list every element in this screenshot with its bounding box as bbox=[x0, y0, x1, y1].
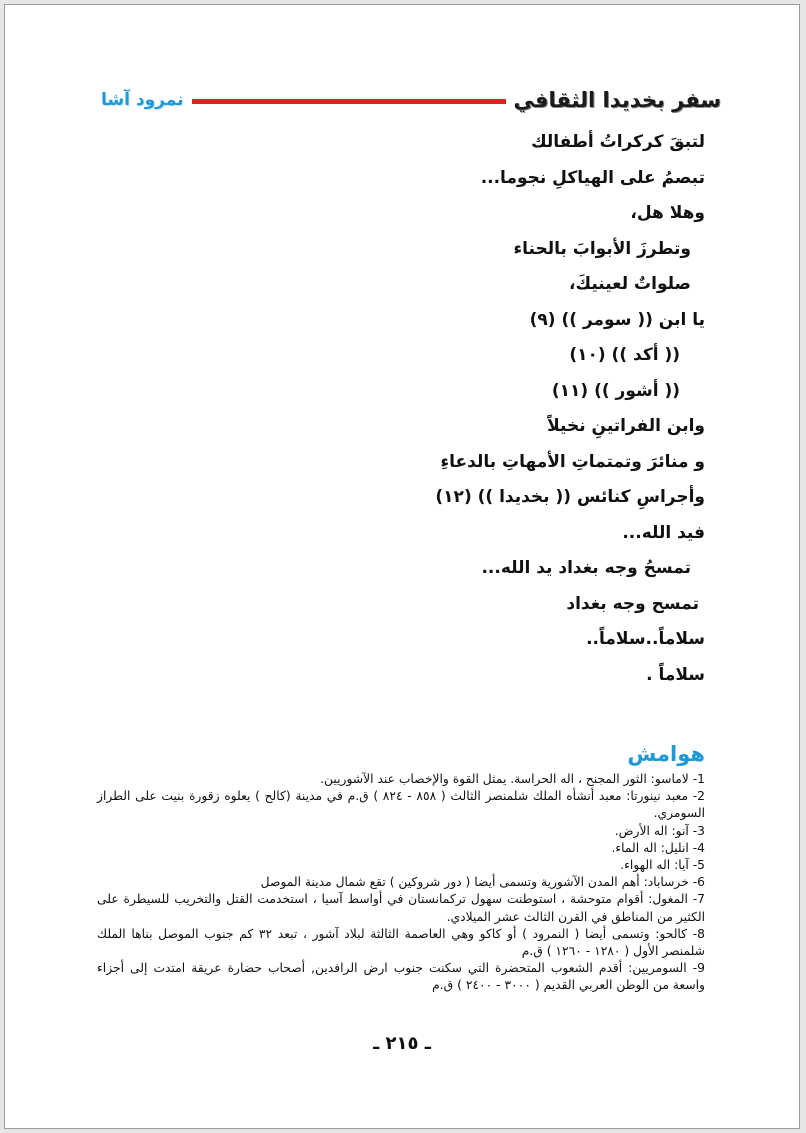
footnote-item: 6- خرساباد: أهم المدن الآشورية وتسمى أيضا ( دور شروكين ) تقع شمال مدينة الموصل bbox=[260, 875, 705, 890]
poem-line: وهلا هل، bbox=[630, 203, 705, 223]
footnote-item: 1- لاماسو: الثور المجنح ، اله الحراسة. يمثل القوة والإخصاب عند الآشوريين. bbox=[320, 772, 705, 786]
footnote-item: 3- آنو: اله الأرض. bbox=[614, 823, 705, 838]
page-number: ـ ٢١٥ ـ bbox=[373, 1033, 431, 1054]
issue-label: نمرود آشا bbox=[101, 85, 192, 115]
poem-line: لتبقَ كركراتُ أطفالك bbox=[531, 132, 705, 152]
magazine-name: سفر بخديدا الثقافي bbox=[506, 85, 721, 115]
poem-line: وتطرزَ الأبوابَ بالحناء bbox=[513, 238, 691, 259]
poem-line: تمسح وجه بغداد bbox=[566, 593, 699, 614]
poem-line: يا ابن (( سومر )) (٩) bbox=[529, 309, 705, 330]
poem-line: و منائرَ وتمتماتِ الأمهاتِ بالدعاءِ bbox=[440, 451, 705, 472]
poem-line: صلواتٌ لعينيكَ، bbox=[569, 274, 691, 294]
footnotes bbox=[97, 771, 705, 995]
poem-line: (( أكد )) (١٠) bbox=[569, 345, 680, 365]
footnote-item: 8- كالحو: وتسمى أيضا ( النمرود ) أو كاكو وهي العاصمة الثالثة لبلاد آشور ، تبعد ٣٢ كم جنوب الموصل بناها الملك شلمنصر الأول ( ١٢٨٠ - ١٢٦٠ ) ق.م bbox=[97, 926, 705, 959]
poem bbox=[105, 125, 705, 693]
poem-line: تبصمُ على الهياكلِ نجوما... bbox=[480, 167, 705, 188]
poem-line: وأجراسِ كنائس (( بخديدا )) (١٢) bbox=[435, 487, 705, 507]
footnote-item: 2- معبد نينورتا: معبد أنشأه الملك شلمنصر الثالث ( ٨٥٨ - ٨٢٤ ) ق.م في مدينة (كالح ) يعلوه زقورة بنيت على الطراز السومري. bbox=[97, 789, 705, 821]
poem-line: تمسحُ وجه بغداد يد الله... bbox=[481, 558, 691, 578]
poem-line: وابن الفراتينِ نخيلاً bbox=[547, 416, 705, 436]
document-page bbox=[4, 4, 800, 1129]
poem-line: (( أشور )) (١١) bbox=[551, 380, 680, 401]
footnote-item: 9- السومريين: أقدم الشعوب المتحضرة التي سكنت جنوب ارض الرافدين, أصحاب حضارة عريقة امتدت إلى أجزاء واسعة من الوطن العربي القديم ( ٣٠٠٠ - ٢٤٠٠ ) ق.م bbox=[97, 961, 705, 993]
poem-line: فيد الله... bbox=[622, 522, 705, 543]
poem-line: سلاماً . bbox=[646, 664, 705, 685]
footnotes-heading: هوامش bbox=[627, 742, 705, 766]
page-header bbox=[101, 85, 721, 115]
poem-line: سلاماً..سلاماً.. bbox=[586, 629, 705, 649]
footnote-item: 7- المغول: أقوام متوحشة ، استوطنت سهول تركمانستان في أواسط آسيا ، استخدمت القتل والتخريب للسيطرة على الكثير من المناطق في القرن الثالث عشر الميلادي. bbox=[97, 892, 705, 924]
footnote-item: 5- آيا: اله الهواء. bbox=[620, 858, 705, 873]
footnote-item: 4- انليل: اله الماء. bbox=[611, 840, 705, 855]
